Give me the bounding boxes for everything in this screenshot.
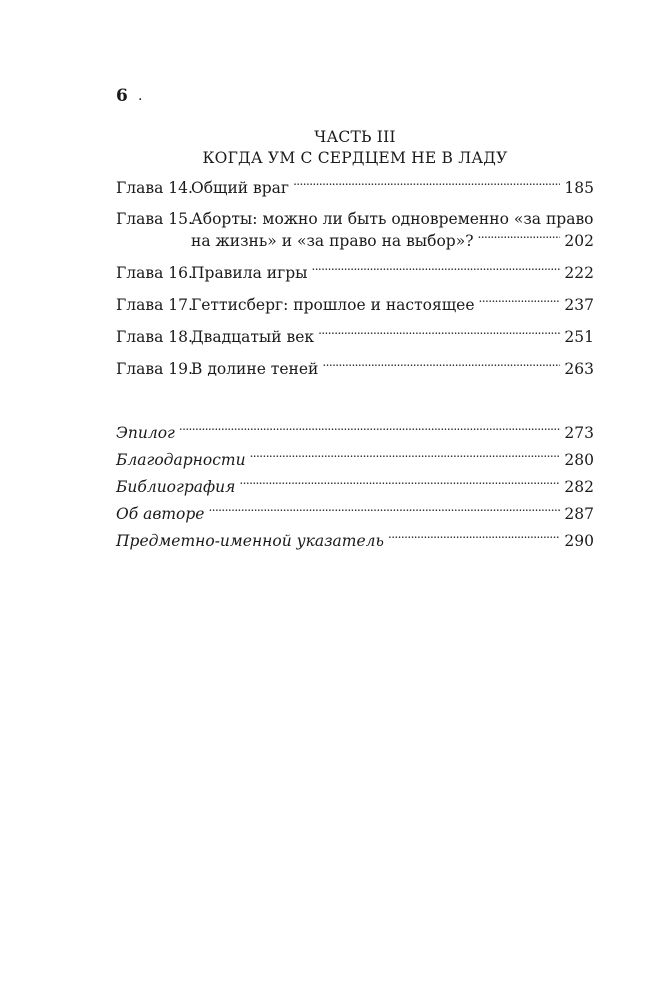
dot-leader <box>318 328 560 342</box>
toc-entry-index[interactable] <box>116 530 594 552</box>
dot-leader <box>478 232 561 246</box>
dot-leader <box>179 424 561 438</box>
dot-leader <box>479 296 561 310</box>
section-page: 290 <box>564 532 594 550</box>
dot-leader <box>250 451 561 465</box>
toc-entry-chapter-15[interactable] <box>116 208 594 252</box>
chapter-title: Правила игры <box>191 264 308 282</box>
chapter-page: 251 <box>564 328 594 346</box>
toc-entry-chapter-19[interactable] <box>116 358 594 380</box>
dot-leader <box>311 264 560 278</box>
chapter-title: Общий враг <box>191 179 290 197</box>
section-page: 273 <box>564 424 594 442</box>
chapter-number: Глава 17. <box>116 296 193 314</box>
chapter-title-continued: на жизнь» и «за право на выбор»? <box>191 232 474 250</box>
chapter-page: 237 <box>564 296 594 314</box>
dot-leader <box>208 505 560 519</box>
toc-entry-acknowledgements[interactable] <box>116 449 594 471</box>
section-title: Благодарности <box>116 451 246 469</box>
chapter-title: Геттисберг: прошлое и настоящее <box>191 296 475 314</box>
chapter-number: Глава 19. <box>116 360 193 378</box>
page-number-dot: . <box>138 88 143 104</box>
chapter-page: 222 <box>564 264 594 282</box>
section-page: 287 <box>564 505 594 523</box>
page-number: 6 <box>116 86 128 106</box>
chapter-title: В долине теней <box>191 360 319 378</box>
dot-leader <box>239 478 560 492</box>
chapter-number: Глава 16. <box>116 264 193 282</box>
toc-entry-chapter-18[interactable] <box>116 326 594 348</box>
chapter-number: Глава 15. <box>116 210 193 228</box>
chapter-page: 263 <box>564 360 594 378</box>
section-title: Об авторе <box>116 505 205 523</box>
chapter-title: Двадцатый век <box>191 328 315 346</box>
toc-entry-chapter-17[interactable] <box>116 294 594 316</box>
dot-leader <box>293 179 560 193</box>
section-page: 282 <box>564 478 594 496</box>
chapter-page: 185 <box>564 179 594 197</box>
section-title: Предметно-именной указатель <box>116 532 384 550</box>
section-title: Библиография <box>116 478 236 496</box>
chapter-title: Аборты: можно ли быть одновременно «за право <box>191 210 594 228</box>
chapter-page: 202 <box>564 232 594 250</box>
section-page: 280 <box>564 451 594 469</box>
chapter-number: Глава 14. <box>116 179 193 197</box>
toc-entry-chapter-16[interactable] <box>116 262 594 284</box>
toc-entry-epilogue[interactable] <box>116 422 594 444</box>
dot-leader <box>322 360 560 374</box>
toc-entry-chapter-14[interactable] <box>116 177 594 199</box>
toc-entry-bibliography[interactable] <box>116 476 594 498</box>
section-title: Эпилог <box>116 424 175 442</box>
part-title: ЧАСТЬ III <box>314 128 396 146</box>
dot-leader <box>388 532 560 546</box>
chapter-number: Глава 18. <box>116 328 193 346</box>
part-subtitle: КОГДА УМ С СЕРДЦЕМ НЕ В ЛАДУ <box>202 149 508 167</box>
toc-entry-about-author[interactable] <box>116 503 594 525</box>
